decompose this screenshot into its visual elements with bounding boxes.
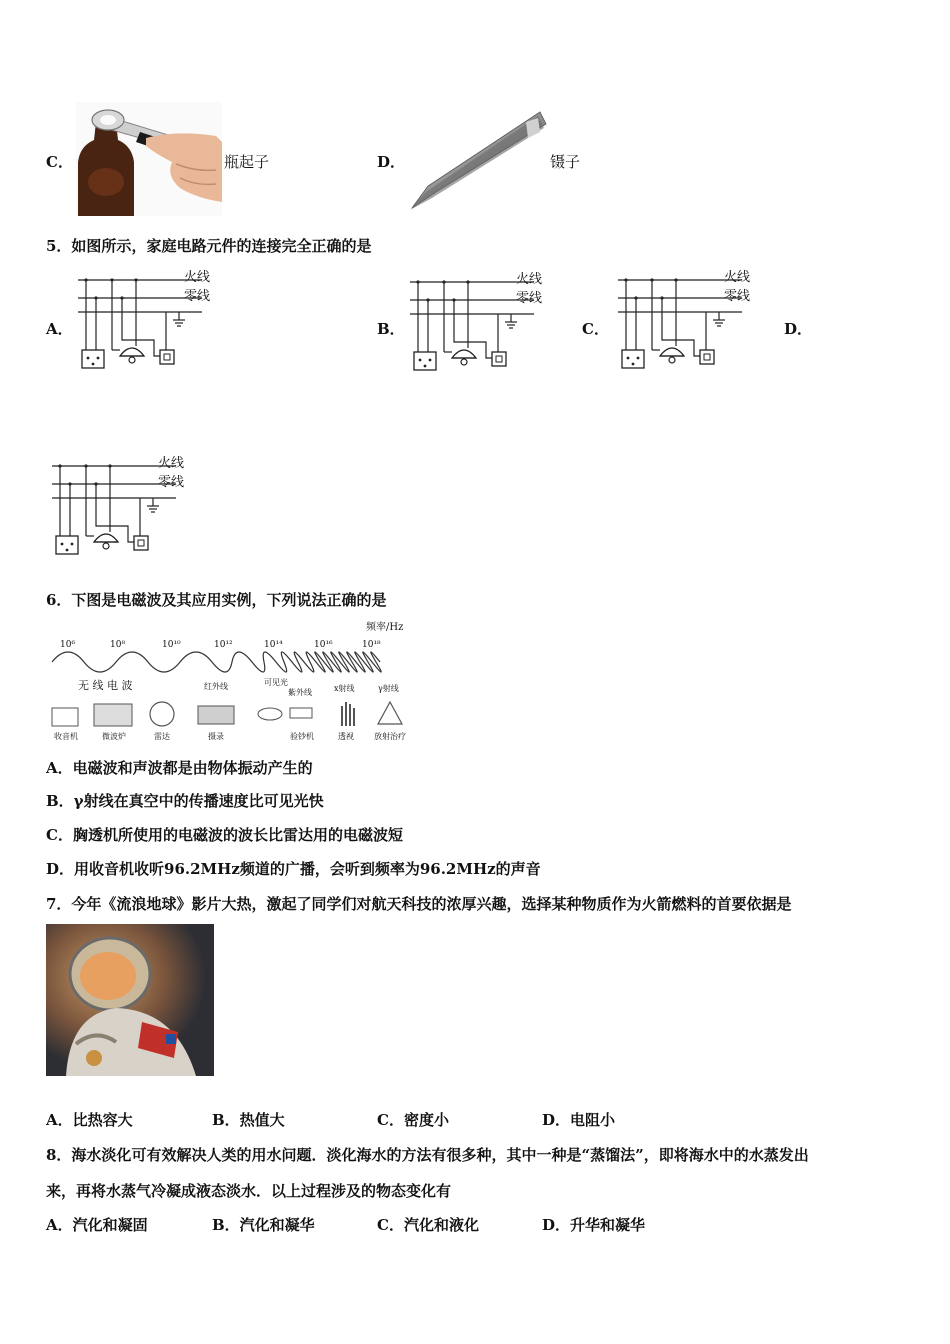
neutral-wire-label: 零线 — [158, 475, 185, 490]
band-label: 无 线 电 波 — [78, 679, 133, 692]
bill-checker-icon — [290, 708, 312, 718]
neutral-wire-label: 零线 — [724, 289, 751, 304]
band-label: 紫外线 — [288, 688, 312, 697]
q8-stem-line1: 8．海水淡化可有效解决人类的用水问题．淡化海水的方法有很多种，其中一种是“蒸馏法”，即将海水中的水蒸发出 — [46, 1146, 809, 1164]
q4-option-d-letter: D． — [377, 153, 406, 171]
q5-option-b-letter: B． — [377, 320, 405, 338]
q8-option-a[interactable]: A．汽化和凝固 — [46, 1216, 148, 1234]
freq-tick: 10¹⁶ — [314, 640, 333, 650]
neutral-wire-label: 零线 — [516, 291, 543, 306]
q6-option-b[interactable]: B．γ射线在真空中的传播速度比可见光快 — [46, 792, 324, 810]
freq-tick: 10⁸ — [110, 640, 126, 650]
band-label: x射线 — [334, 684, 355, 693]
camera-icon — [198, 706, 234, 724]
freq-axis-label: 频率/Hz — [366, 622, 404, 633]
em-wave-curve — [52, 652, 381, 672]
live-wire-label: 火线 — [516, 272, 543, 287]
q5-option-d-letter: D． — [784, 320, 813, 338]
radar-icon — [150, 702, 174, 726]
tweezers-image — [406, 108, 548, 212]
radiation-icon — [378, 702, 402, 724]
q7-option-a[interactable]: A．比热容大 — [46, 1111, 133, 1129]
wandering-earth-astronaut-image — [46, 924, 214, 1076]
q4-option-d-caption: 镊子 — [550, 153, 581, 171]
q4-option-c-letter: C． — [46, 153, 73, 171]
microwave-icon — [94, 704, 132, 726]
band-label: γ射线 — [378, 684, 399, 693]
band-label: 可见光 — [264, 678, 288, 687]
live-wire-label: 火线 — [184, 270, 211, 285]
device-label: 收音机 — [54, 732, 78, 741]
freq-tick: 10¹⁰ — [162, 640, 181, 650]
q7-option-b[interactable]: B．热值大 — [212, 1111, 285, 1129]
device-label: 放射治疗 — [374, 732, 406, 741]
q5-option-c-letter: C． — [582, 320, 609, 338]
circuit-diagram-b[interactable] — [408, 272, 558, 378]
band-label: 红外线 — [204, 682, 228, 691]
q7-stem: 7．今年《流浪地球》影片大热，激起了同学们对航天科技的浓厚兴趣，选择某种物质作为火箭燃料的首要依据是 — [46, 895, 792, 913]
neutral-wire-label: 零线 — [184, 289, 211, 304]
q4-option-c-caption: 瓶起子 — [224, 153, 270, 171]
q8-option-d[interactable]: D．升华和凝华 — [542, 1216, 646, 1234]
q7-option-c[interactable]: C．密度小 — [377, 1111, 449, 1129]
circuit-diagram-c[interactable] — [616, 270, 766, 376]
live-wire-label: 火线 — [724, 270, 751, 285]
q6-stem: 6．下图是电磁波及其应用实例，下列说法正确的是 — [46, 591, 387, 609]
q8-option-c[interactable]: C．汽化和液化 — [377, 1216, 479, 1234]
circuit-diagram-d[interactable] — [50, 456, 200, 562]
q8-stem-line2: 来，再将水蒸气冷凝成液态淡水．以上过程涉及的物态变化有 — [46, 1182, 452, 1200]
em-spectrum-figure — [48, 622, 412, 744]
freq-tick: 10¹⁸ — [362, 640, 381, 650]
device-label: 雷达 — [154, 732, 170, 741]
live-wire-label: 火线 — [158, 456, 185, 471]
freq-tick: 10⁶ — [60, 640, 76, 650]
freq-tick: 10¹² — [214, 640, 233, 650]
freq-tick: 10¹⁴ — [264, 640, 283, 650]
eye-icon — [258, 708, 282, 720]
q6-option-d[interactable]: D．用收音机收听96.2MHz频道的广播，会听到频率为96.2MHz的声音 — [46, 860, 541, 878]
xray-hand-icon — [342, 702, 354, 726]
q8-option-b[interactable]: B．汽化和凝华 — [212, 1216, 315, 1234]
q5-stem: 5．如图所示，家庭电路元件的连接完全正确的是 — [46, 237, 372, 255]
device-label: 验钞机 — [290, 732, 314, 741]
radio-icon — [52, 708, 78, 726]
q7-option-d[interactable]: D．电阻小 — [542, 1111, 616, 1129]
device-label: 透视 — [338, 732, 354, 741]
bottle-opener-image — [76, 102, 222, 216]
q5-option-a-letter: A． — [46, 320, 73, 338]
circuit-diagram-a[interactable] — [76, 270, 226, 376]
device-label: 微波炉 — [102, 732, 126, 741]
device-label: 摄录 — [208, 732, 224, 741]
q6-option-a[interactable]: A．电磁波和声波都是由物体振动产生的 — [46, 759, 313, 777]
q6-option-c[interactable]: C．胸透机所使用的电磁波的波长比雷达用的电磁波短 — [46, 826, 403, 844]
